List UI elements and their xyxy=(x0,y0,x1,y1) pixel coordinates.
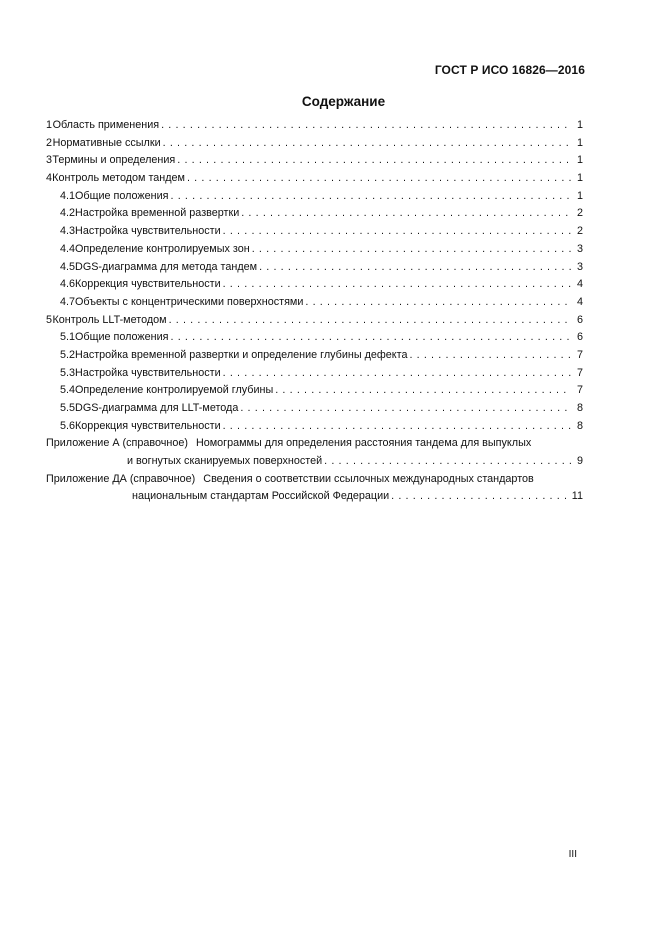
dot-leader xyxy=(223,278,571,290)
dot-leader xyxy=(187,172,571,184)
dot-leader xyxy=(391,490,568,502)
toc-entry-number: 4.6 xyxy=(60,278,76,291)
dot-leader xyxy=(169,314,571,326)
toc-entry-number: 4.7 xyxy=(60,295,76,308)
dot-leader xyxy=(177,154,571,166)
toc-entry-page-number: 2 xyxy=(576,207,583,220)
toc-entry-page-number: 8 xyxy=(576,402,583,414)
toc-entry-label: Настройка временной развертки xyxy=(75,207,240,220)
toc-entry[interactable] xyxy=(46,119,583,137)
toc-entry[interactable] xyxy=(46,314,583,332)
annex-page-number: 11 xyxy=(571,490,583,503)
toc-entry-page-number: 2 xyxy=(576,225,583,238)
toc-entry-number: 4 xyxy=(46,172,53,185)
toc-entry[interactable] xyxy=(46,207,583,225)
dot-leader xyxy=(223,420,571,432)
dot-leader xyxy=(275,384,571,396)
toc-entry-number: 4.5 xyxy=(60,260,76,273)
toc-entry-label: Объекты с концентрическими поверхностями xyxy=(75,295,304,308)
toc-entry-page-number: 7 xyxy=(576,348,583,361)
toc-entry[interactable] xyxy=(46,172,583,190)
toc-entry-label: Определение контролируемой глубины xyxy=(75,384,274,397)
dot-leader xyxy=(305,296,571,308)
toc-entry-page-number: 3 xyxy=(576,260,583,273)
toc-entry[interactable] xyxy=(46,402,583,420)
toc-entry-number: 2 xyxy=(46,136,53,149)
annex-prefix: Приложение ДА (справочное) xyxy=(46,472,196,485)
toc-entry-page-number: 7 xyxy=(576,366,583,379)
toc-entry-number: 5 xyxy=(46,313,53,326)
toc-entry-page-number: 3 xyxy=(576,242,583,255)
table-of-contents xyxy=(46,119,583,508)
footer-page-number: III xyxy=(568,849,577,860)
toc-entry-number: 5.6 xyxy=(60,419,76,432)
toc-entry-page-number: 4 xyxy=(576,278,583,291)
toc-entry-page-number: 1 xyxy=(576,189,583,202)
toc-entry-label: Термины и определения xyxy=(52,154,176,167)
toc-entry-page-number: 4 xyxy=(576,295,583,308)
page-title: Содержание xyxy=(301,94,386,109)
toc-entry-number: 5.4 xyxy=(60,384,76,397)
toc-entry-label: Настройка чувствительности xyxy=(75,225,221,238)
toc-entry-label: DGS-диаграмма для LLT-метода xyxy=(75,402,239,414)
toc-entry-page-number: 1 xyxy=(576,154,583,167)
annex-entry-da[interactable] xyxy=(46,473,583,508)
toc-entry[interactable] xyxy=(46,137,583,155)
toc-entry[interactable] xyxy=(46,420,583,438)
toc-entry-number: 3 xyxy=(46,154,53,167)
toc-entry[interactable] xyxy=(46,261,583,279)
toc-entry-number: 4.3 xyxy=(60,225,76,238)
toc-entry-label: Общие положения xyxy=(75,189,169,202)
toc-entry-number: 5.5 xyxy=(60,402,76,414)
dot-leader xyxy=(259,261,571,273)
toc-entry-label: Общие положения xyxy=(75,331,169,344)
toc-entry-page-number: 1 xyxy=(576,119,583,131)
toc-entry-number: 1 xyxy=(46,119,53,131)
annex-title-line2: и вогнутых сканируемых поверхностей xyxy=(127,455,323,468)
dot-leader xyxy=(241,207,571,219)
annex-title-line1: Номограммы для определения расстояния тандема для выпуклых xyxy=(195,437,532,450)
dot-leader xyxy=(240,402,571,414)
toc-entry-number: 5.1 xyxy=(60,331,76,344)
dot-leader xyxy=(171,331,571,343)
dot-leader xyxy=(223,367,571,379)
annex-entry-a[interactable] xyxy=(46,437,583,472)
dot-leader xyxy=(409,349,571,361)
toc-entry-label: Область применения xyxy=(52,119,160,131)
toc-entry-number: 4.1 xyxy=(60,189,76,202)
toc-entry[interactable] xyxy=(46,349,583,367)
toc-entry-number: 4.2 xyxy=(60,207,76,220)
toc-entry-page-number: 1 xyxy=(576,172,583,185)
toc-entry-label: Коррекция чувствительности xyxy=(75,419,221,432)
toc-entry-label: Настройка временной развертки и определение глубины дефекта xyxy=(75,348,408,361)
dot-leader xyxy=(171,190,571,202)
toc-entry-label: Определение контролируемых зон xyxy=(75,242,250,255)
toc-entry-label: Нормативные ссылки xyxy=(52,136,161,149)
toc-entry-page-number: 6 xyxy=(576,331,583,344)
annex-page-number: 9 xyxy=(576,455,583,468)
toc-entry-label: Контроль LLT-методом xyxy=(52,313,167,326)
toc-entry-number: 4.4 xyxy=(60,242,76,255)
toc-entry-label: Контроль методом тандем xyxy=(52,172,185,185)
annex-title-line1: Сведения о соответствии ссылочных международных стандартов xyxy=(203,472,534,485)
toc-entry-label: Настройка чувствительности xyxy=(75,366,221,379)
dot-leader xyxy=(252,243,571,255)
dot-leader xyxy=(223,225,571,237)
toc-entry-page-number: 1 xyxy=(576,136,583,149)
toc-entry[interactable] xyxy=(46,384,583,402)
toc-entry-number: 5.2 xyxy=(60,348,76,361)
toc-entry[interactable] xyxy=(46,331,583,349)
annex-prefix: Приложение А (справочное) xyxy=(46,437,188,450)
toc-entry-page-number: 7 xyxy=(576,384,583,397)
dot-leader xyxy=(161,119,571,131)
toc-entry-page-number: 6 xyxy=(576,313,583,326)
toc-entry-page-number: 8 xyxy=(576,419,583,432)
toc-entry-label: Коррекция чувствительности xyxy=(75,278,221,291)
dot-leader xyxy=(163,137,571,149)
toc-entry[interactable] xyxy=(46,367,583,385)
dot-leader xyxy=(324,455,571,467)
toc-entry[interactable] xyxy=(46,190,583,208)
toc-entry[interactable] xyxy=(46,225,583,243)
standard-code: ГОСТ Р ИСО 16826—2016 xyxy=(434,63,585,77)
toc-entry[interactable] xyxy=(46,154,583,172)
annex-title-line2: национальным стандартам Российской Федерации xyxy=(132,490,390,503)
toc-entry[interactable] xyxy=(46,243,583,261)
toc-entry-label: DGS-диаграмма для метода тандем xyxy=(75,260,258,273)
toc-entry[interactable] xyxy=(46,278,583,296)
toc-entry[interactable] xyxy=(46,296,583,314)
toc-entry-number: 5.3 xyxy=(60,366,76,379)
